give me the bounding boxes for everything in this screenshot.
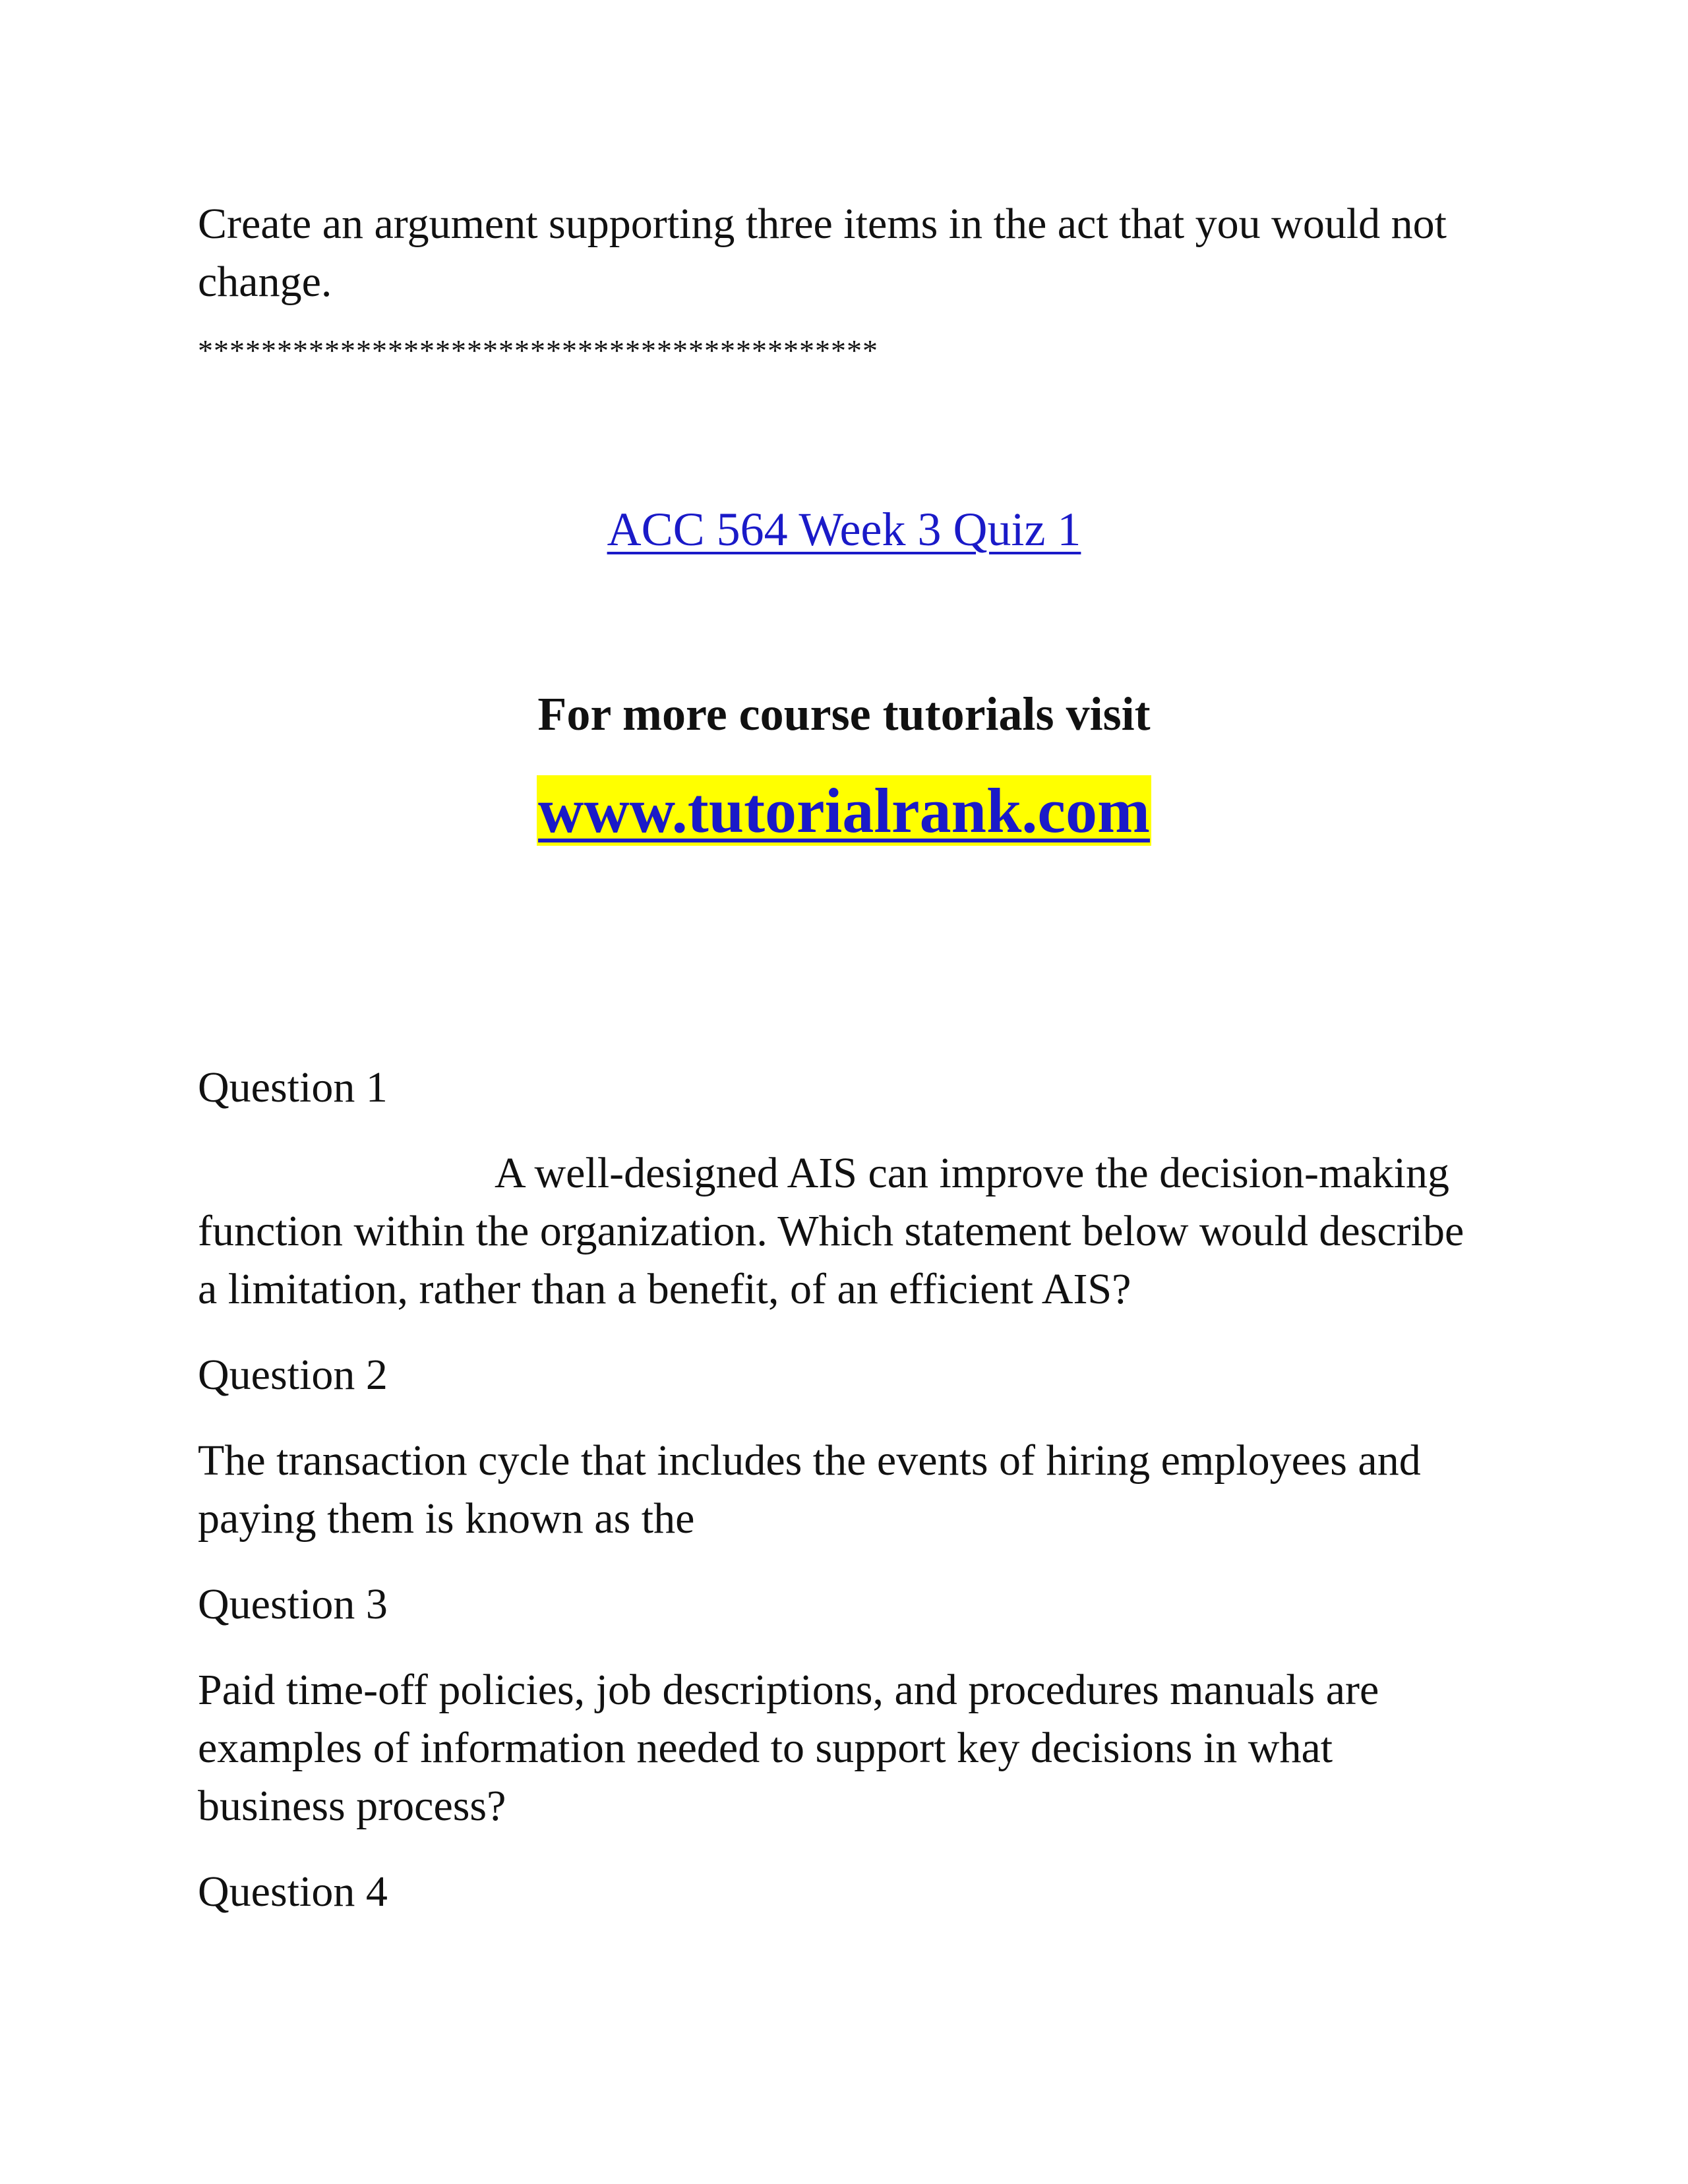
quiz-title-line xyxy=(0,498,1688,561)
question-1-label: Question 1 xyxy=(198,1063,388,1111)
quiz-title-link[interactable]: ACC 564 Week 3 Quiz 1 xyxy=(607,503,1081,556)
question-3-line-2: examples of information needed to support key decisions in what xyxy=(198,1724,1333,1772)
intro-paragraph xyxy=(198,195,1503,311)
question-1-line-2: function within the organization. Which statement below would describe xyxy=(198,1207,1464,1255)
question-2-text xyxy=(198,1432,1503,1548)
question-3-line-1: Paid time-off policies, job descriptions, and procedures manuals are xyxy=(198,1666,1379,1714)
question-2-line-1: The transaction cycle that includes the events of hiring employees and xyxy=(198,1436,1421,1485)
intro-line-1: Create an argument supporting three items in the act that you would not xyxy=(198,200,1447,248)
visit-text: For more course tutorials visit xyxy=(537,688,1151,740)
question-1-line-3: a limitation, rather than a benefit, of an efficient AIS? xyxy=(198,1265,1131,1313)
question-3-text xyxy=(198,1661,1503,1835)
site-line xyxy=(0,773,1688,849)
question-1-text xyxy=(198,1144,1503,1318)
question-3-line-3: business process? xyxy=(198,1782,506,1830)
intro-line-2: change. xyxy=(198,258,332,306)
site-link[interactable]: www.tutorialrank.com xyxy=(538,775,1150,846)
question-4-label: Question 4 xyxy=(198,1868,388,1916)
question-3-label: Question 3 xyxy=(198,1580,388,1628)
question-2-line-2: paying them is known as the xyxy=(198,1494,695,1543)
question-1-line-1: A well-designed AIS can improve the decision-making xyxy=(495,1149,1450,1197)
question-2-label: Question 2 xyxy=(198,1351,388,1399)
separator-stars: ******************************************* xyxy=(198,334,878,367)
